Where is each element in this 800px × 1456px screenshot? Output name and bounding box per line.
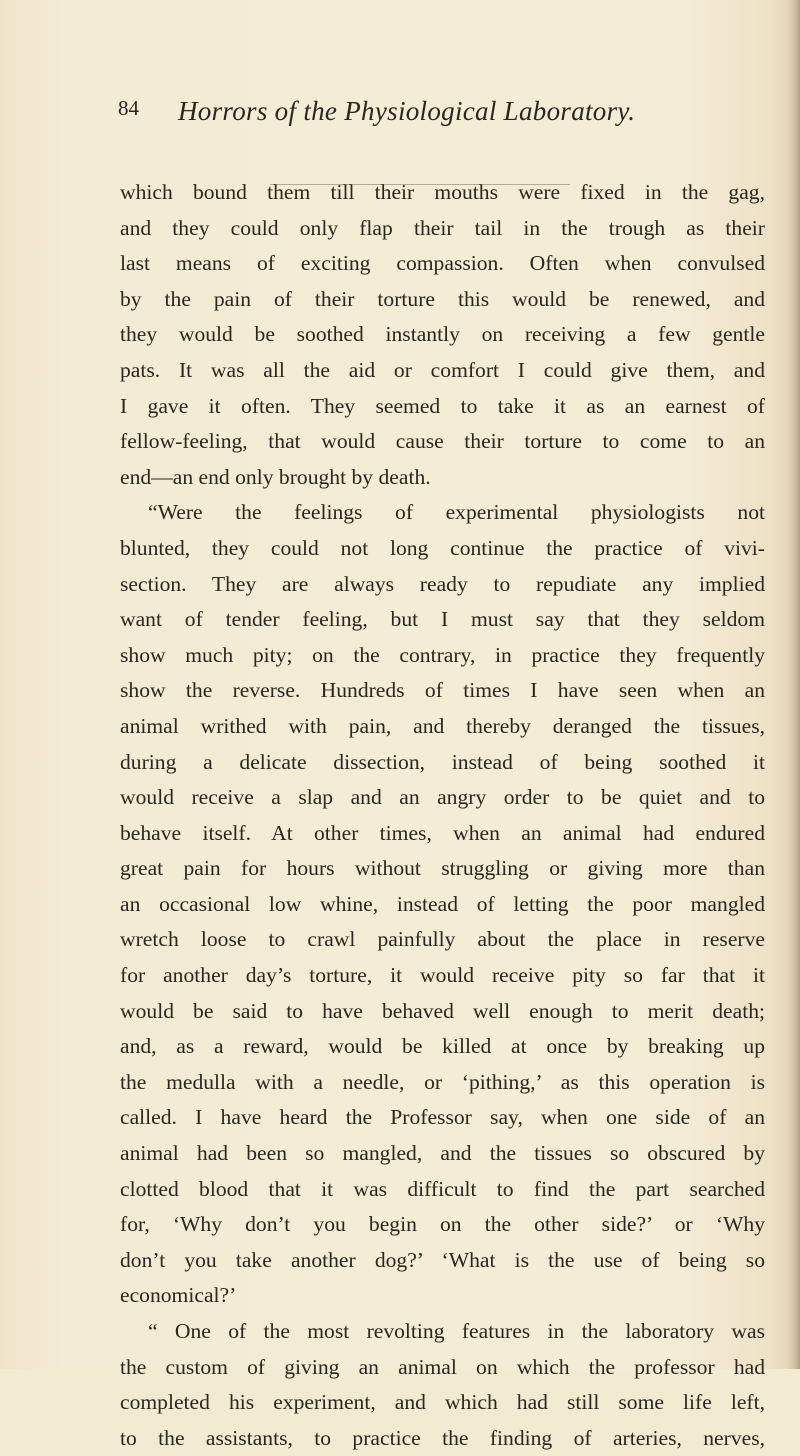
- running-title: Horrors of the Physiological Laboratory.: [178, 96, 636, 126]
- text-line: for another day’s torture, it would receive pity so far that it: [120, 963, 765, 988]
- text-line: and, as a reward, would be killed at once by breaking up: [120, 1034, 765, 1059]
- text-line: called. I have heard the Professor say, when one side of an: [120, 1105, 765, 1130]
- page-number: 84: [118, 96, 139, 120]
- text-line: behave itself. At other times, when an animal had endured: [120, 820, 765, 845]
- text-line: completed his experiment, and which had still some life left,: [120, 1390, 765, 1415]
- text-line: blunted, they could not long continue the practice of vivi-: [120, 535, 765, 560]
- text-line: for, ‘Why don’t you begin on the other side?’ or ‘Why: [120, 1212, 765, 1237]
- text-line: section. They are always ready to repudiate any implied: [120, 571, 765, 596]
- text-line: end—an end only brought by death.: [120, 464, 431, 489]
- text-line: would receive a slap and an angry order to be quiet and to: [120, 785, 765, 810]
- text-line: pats. It was all the aid or comfort I could give them, and: [120, 357, 765, 382]
- text-line: would be said to have behaved well enough to merit death;: [120, 998, 765, 1023]
- text-line: to the assistants, to practice the finding of arteries, nerves,: [120, 1425, 765, 1450]
- text-line: animal had been so mangled, and the tissues so obscured by: [120, 1141, 765, 1166]
- text-line: clotted blood that it was difficult to find the part searched: [120, 1176, 765, 1201]
- text-line: show much pity; on the contrary, in practice they frequently: [120, 642, 765, 667]
- text-line: by the pain of their torture this would be renewed, and: [120, 286, 765, 311]
- body-text: [120, 175, 765, 1456]
- text-line: animal writhed with pain, and thereby deranged the tissues,: [120, 713, 765, 738]
- text-line: I gave it often. They seemed to take it as an earnest of: [120, 393, 765, 418]
- text-line: they would be soothed instantly on receiving a few gentle: [120, 322, 765, 347]
- text-line: the medulla with a needle, or ‘pithing,’ as this operation is: [120, 1069, 765, 1094]
- text-line: don’t you take another dog?’ ‘What is the use of being so: [120, 1247, 765, 1272]
- text-line: “ One of the most revolting features in the laboratory was: [148, 1319, 765, 1343]
- text-line: “Were the feelings of experimental physiologists not: [148, 500, 765, 525]
- text-line: great pain for hours without struggling or giving more than: [120, 856, 765, 881]
- text-line: wretch loose to crawl painfully about the place in reserve: [120, 927, 765, 952]
- text-line: last means of exciting compassion. Often when convulsed: [120, 251, 765, 276]
- text-line: the custom of giving an animal on which the professor had: [120, 1354, 765, 1379]
- text-line: which bound them till their mouths were fixed in the gag,: [120, 180, 765, 204]
- text-line: an occasional low whine, instead of letting the poor mangled: [120, 891, 765, 916]
- page-header: [118, 96, 758, 140]
- text-line: during a delicate dissection, instead of being soothed it: [120, 749, 765, 774]
- text-line: economical?’: [120, 1283, 237, 1308]
- text-line: and they could only flap their tail in the trough as their: [120, 215, 765, 240]
- text-line: fellow-feeling, that would cause their torture to come to an: [120, 429, 765, 454]
- text-line: show the reverse. Hundreds of times I have seen when an: [120, 678, 765, 703]
- text-line: want of tender feeling, but I must say that they seldom: [120, 607, 765, 632]
- page-edge-shadow: [786, 0, 800, 1369]
